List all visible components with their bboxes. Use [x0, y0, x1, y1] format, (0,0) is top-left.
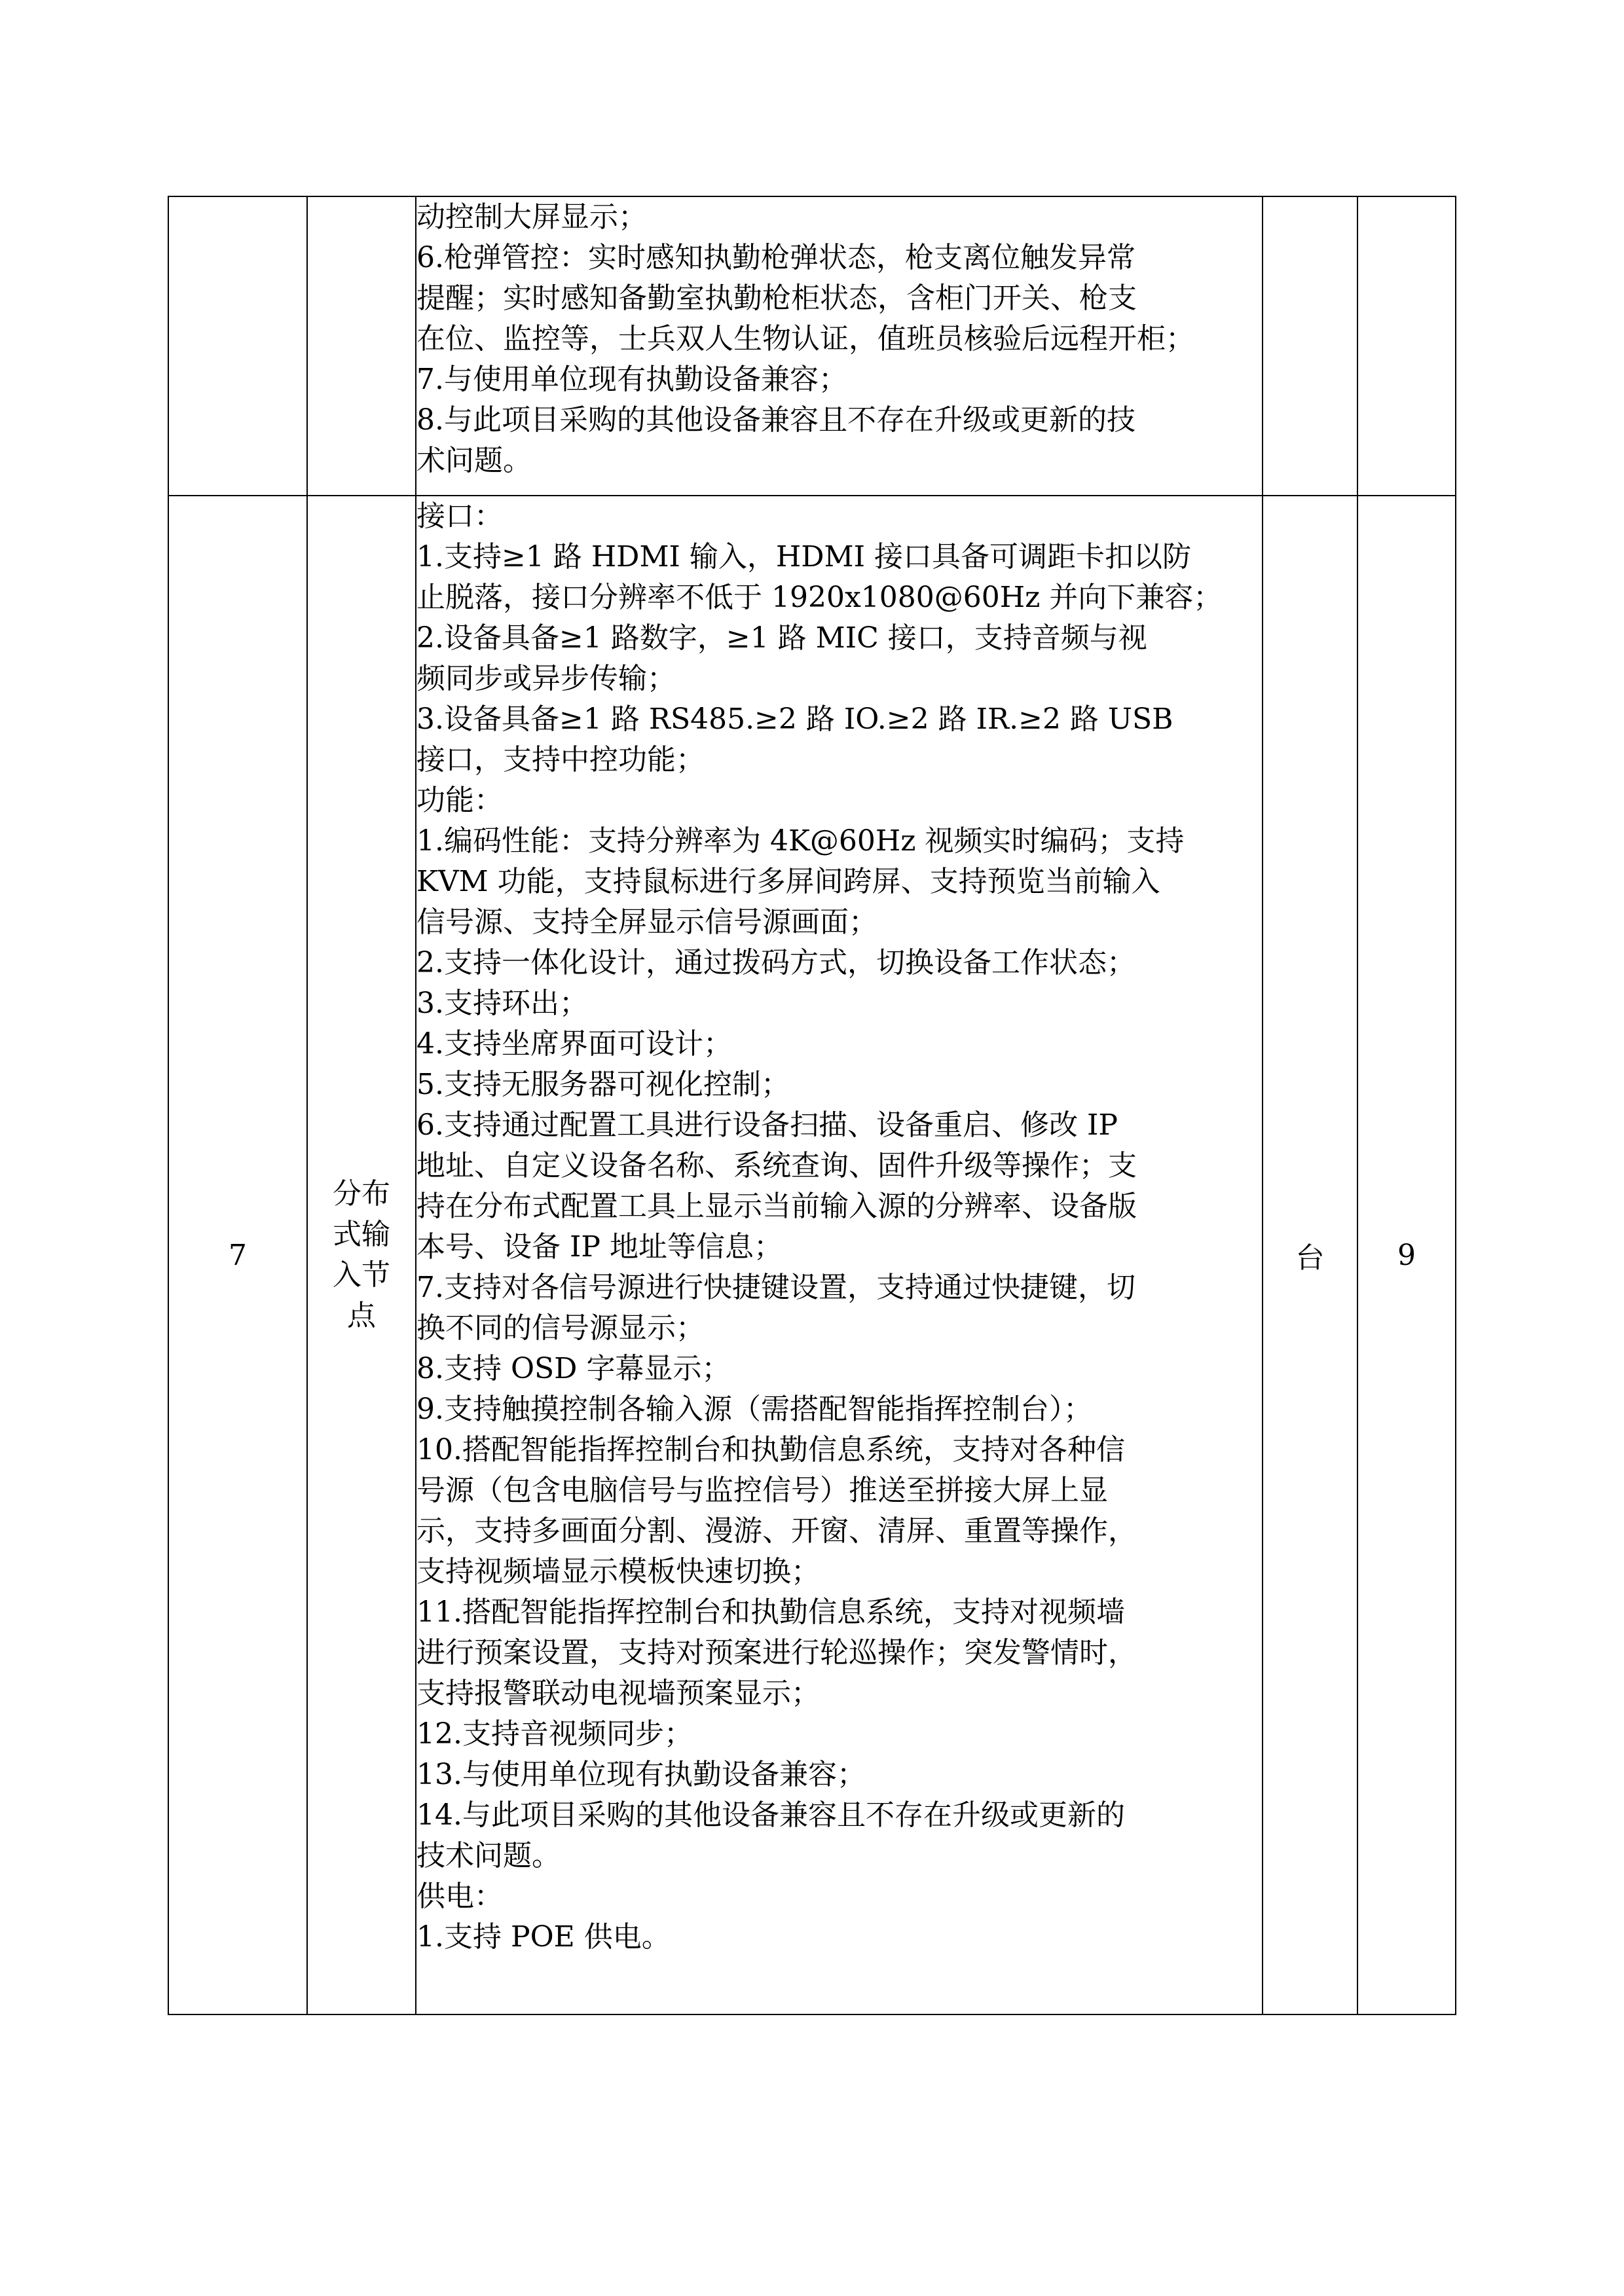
description-line: 进行预案设置，支持对预案进行轮巡操作；突发警情时， — [416, 1636, 1137, 1669]
description-line: 2.设备具备≥1 路数字，≥1 路 MIC 接口，支持音频与视 — [416, 621, 1147, 655]
description-line: 在位、监控等，士兵双人生物认证，值班员核验后远程开柜； — [416, 322, 1194, 355]
item-name-line: 式输 — [333, 1218, 390, 1251]
unit-cell: 台 — [1263, 496, 1357, 2014]
description-line: 信号源、支持全屏显示信号源画面； — [416, 905, 877, 939]
description-line: 供电： — [416, 1880, 503, 1913]
description-line: 14.与此项目采购的其他设备兼容且不存在升级或更新的 — [416, 1798, 1125, 1832]
description-line: 示，支持多画面分割、漫游、开窗、清屏、重置等操作， — [416, 1514, 1137, 1548]
description-line: 止脱落，接口分辨率不低于 1920x1080@60Hz 并向下兼容； — [416, 581, 1223, 614]
description-line: 3.设备具备≥1 路 RS485.≥2 路 IO.≥2 路 IR.≥2 路 USB — [416, 702, 1173, 736]
description-line: 7.与使用单位现有执勤设备兼容； — [416, 363, 847, 396]
description-line: 持在分布式配置工具上显示当前输入源的分辨率、设备版 — [416, 1190, 1137, 1223]
description-line: 接口： — [416, 500, 503, 533]
description-line: 5.支持无服务器可视化控制； — [416, 1068, 790, 1101]
description-line: 术问题。 — [416, 444, 532, 477]
description-line: 6.支持通过配置工具进行设备扫描、设备重启、修改 IP — [416, 1108, 1118, 1142]
unit-cell — [1263, 196, 1357, 496]
row-index-cell: 7 — [168, 496, 307, 2014]
description-line: 12.支持音视频同步； — [416, 1717, 693, 1751]
description-line: 1.支持≥1 路 HDMI 输入，HDMI 接口具备可调距卡扣以防 — [416, 540, 1191, 574]
description-line: 11.搭配智能指挥控制台和执勤信息系统，支持对视频墙 — [416, 1595, 1125, 1629]
description-line: 8.支持 OSD 字幕显示； — [416, 1352, 731, 1385]
description-line: 地址、自定义设备名称、系统查询、固件升级等操作；支 — [416, 1149, 1137, 1182]
item-name-line: 入节 — [333, 1258, 390, 1292]
description-line: 8.与此项目采购的其他设备兼容且不存在升级或更新的技 — [416, 403, 1135, 437]
spec-table-body — [168, 196, 1456, 2014]
row-index-cell — [168, 196, 307, 496]
description-line: 3.支持环出； — [416, 987, 588, 1020]
description-line: 9.支持触摸控制各输入源（需搭配智能指挥控制台）； — [416, 1393, 1092, 1426]
description-line: 4.支持坐席界面可设计； — [416, 1027, 732, 1061]
description-line: 13.与使用单位现有执勤设备兼容； — [416, 1758, 866, 1791]
item-name-cell — [307, 196, 416, 496]
item-name-line: 点 — [347, 1299, 376, 1332]
description-line: 频同步或异步传输； — [416, 662, 676, 695]
description-line: 本号、设备 IP 地址等信息； — [416, 1230, 783, 1264]
item-name-cell — [307, 496, 416, 2014]
description-cell — [416, 196, 1263, 496]
table-row — [168, 196, 1456, 496]
item-name-line: 分布 — [333, 1177, 390, 1211]
spec-table — [168, 196, 1456, 2015]
description-line: 1.编码性能：支持分辨率为 4K@60Hz 视频实时编码；支持 — [416, 824, 1185, 858]
description-line: 功能： — [416, 784, 503, 817]
table-row — [168, 496, 1456, 2014]
description-line: KVM 功能，支持鼠标进行多屏间跨屏、支持预览当前输入 — [416, 865, 1160, 898]
description-line: 换不同的信号源显示； — [416, 1311, 705, 1345]
description-line: 号源（包含电脑信号与监控信号）推送至拼接大屏上显 — [416, 1474, 1108, 1507]
description-line: 2.支持一体化设计，通过拨码方式，切换设备工作状态； — [416, 946, 1135, 979]
quantity-cell: 9 — [1357, 496, 1456, 2014]
description-cell — [416, 496, 1263, 2014]
description-line: 支持视频墙显示模板快速切换； — [416, 1555, 820, 1588]
description-line: 技术问题。 — [416, 1839, 561, 1872]
description-line: 提醒；实时感知备勤室执勤枪柜状态，含柜门开关、枪支 — [416, 282, 1137, 315]
description-line: 动控制大屏显示； — [416, 200, 647, 234]
description-line: 6.枪弹管控：实时感知执勤枪弹状态，枪支离位触发异常 — [416, 241, 1135, 274]
description-line: 1.支持 POE 供电。 — [416, 1920, 671, 1954]
description-line: 接口，支持中控功能； — [416, 743, 705, 776]
quantity-cell — [1357, 196, 1456, 496]
description-line: 7.支持对各信号源进行快捷键设置，支持通过快捷键，切 — [416, 1271, 1135, 1304]
description-line: 支持报警联动电视墙预案显示； — [416, 1677, 820, 1710]
description-line: 10.搭配智能指挥控制台和执勤信息系统，支持对各种信 — [416, 1433, 1125, 1467]
